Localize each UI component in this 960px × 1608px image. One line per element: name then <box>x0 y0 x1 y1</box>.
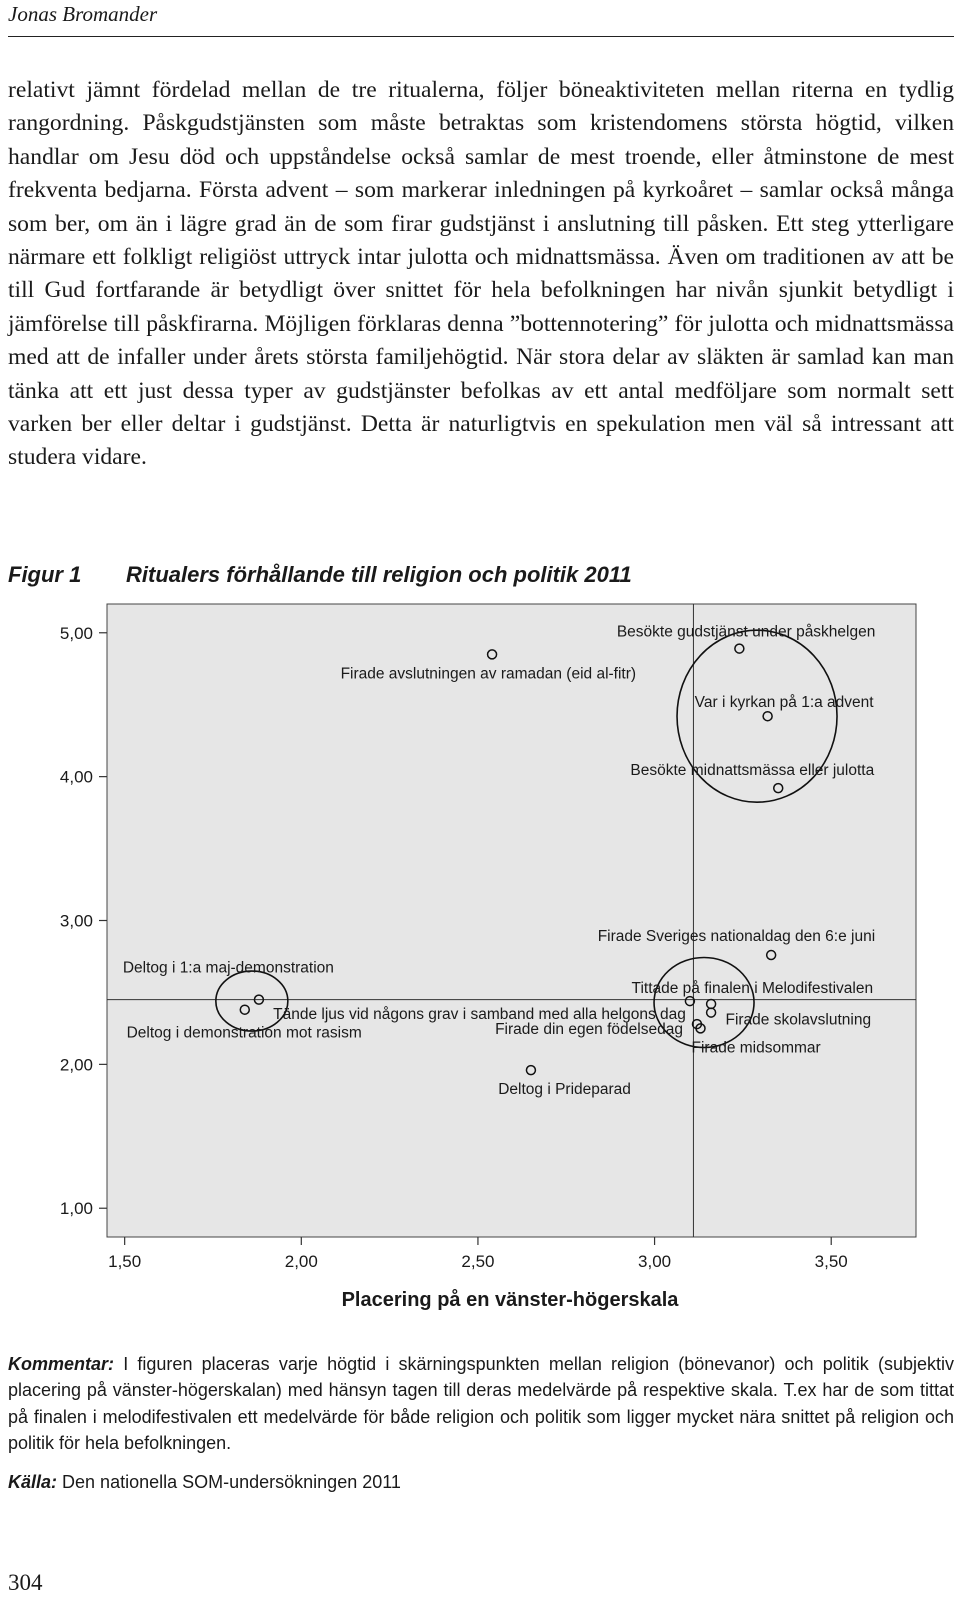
comment-text: I figuren placeras varje högtid i skärningspunkten mellan religion (bönevanor) och politik (subjektiv placering på vänster-högerskalan) med hänsyn tagen till deras medelvärde på respektive skala. T.ex har de som tittat på finalen i melodifestivalen ett medelvärde för både religion och politik som ligger mycket nära snittet på religion och politik för hela befolkningen. <box>8 1354 954 1454</box>
x-axis-label: Placering på en vänster-högerskala <box>341 1289 679 1311</box>
point-label: Besökte gudstjänst under påskhelgen <box>616 623 876 641</box>
figure-caption <box>8 562 632 588</box>
page-number: 304 <box>8 1570 43 1595</box>
point-label: Deltog i demonstration mot rasism <box>126 1024 362 1042</box>
figure-label: Figur 1 <box>8 562 82 587</box>
x-tick-label: 3,00 <box>638 1252 672 1271</box>
y-tick-label: 1,00 <box>59 1199 93 1219</box>
header-author: Jonas Bromander <box>8 2 158 26</box>
y-tick-label: 5,00 <box>59 623 93 643</box>
y-tick-label: 3,00 <box>59 911 93 931</box>
point-label: Firade midsommar <box>691 1039 821 1057</box>
point-label: Var i kyrkan på 1:a advent <box>694 694 874 712</box>
figure-source <box>8 1472 401 1493</box>
point-label: Firade Sveriges nationaldag den 6:e juni <box>597 928 876 946</box>
point-label: Firade din egen födelsedag <box>495 1021 683 1039</box>
body-paragraph-text: relativt jämnt fördelad mellan de tre ritualerna, följer böneaktiviteten mellan riterna en tydlig rangordning. Påskgudstjänsten som måste betraktas som kristendomens största högtid, vilken handlar om Jesu död och uppståndelse också samlar de mest troende, eller åtminstone de mest frekventa bedjarna. Första advent – som markerar inledningen på kyrkoåret – samlar också många som ber, om än i lägre grad än de som firar gudstjänst i anslutning till påsken. Ett steg ytterligare närmare ett folkligt religiöst uttryck intar julotta och midnattsmässa. Även om traditionen av att be till Gud fortfarande är betydligt över snittet för hela befolkningen har nivån sjunkit betydligt i jämförelse till påskfirarna. Möjligen förklaras denna ”bottennotering” för julotta och midnattsmässa med att de infaller under årets största familjehögtid. När stora delar av släkten är samlad kan man tänka att ett just dessa typer av gudstjänster befolkas av ett antal medföljare som normalt sett varken ber eller deltar i gudstjänst. Detta är naturligtvis en spekulation men väl så intressant att studera vidare. <box>8 77 954 471</box>
x-tick-label: 1,50 <box>108 1252 142 1271</box>
source-text: Den nationella SOM-undersökningen 2011 <box>57 1472 401 1492</box>
y-tick-label: 2,00 <box>59 1055 93 1075</box>
scatter-chart <box>0 600 960 1330</box>
point-label: Firade skolavslutning <box>725 1011 872 1029</box>
y-tick-label: 4,00 <box>59 767 93 787</box>
point-label: Deltog i Prideparad <box>498 1081 631 1099</box>
x-tick-label: 2,00 <box>284 1252 318 1271</box>
figure-comment <box>8 1351 954 1457</box>
source-label: Källa: <box>8 1472 58 1492</box>
figure-title: Ritualers förhållande till religion och politik 2011 <box>126 562 632 587</box>
body-paragraph <box>8 74 954 475</box>
point-label: Tittade på finalen i Melodifestivalen <box>631 979 874 997</box>
point-label: Tände ljus vid någons grav i samband med alla helgons dag <box>273 1006 686 1024</box>
x-tick-label: 3,50 <box>814 1252 848 1271</box>
point-label: Deltog i 1:a maj-demonstration <box>122 959 334 977</box>
point-label: Besökte midnattsmässa eller julotta <box>630 762 875 780</box>
point-label: Firade avslutningen av ramadan (eid al-fitr) <box>340 665 637 683</box>
x-tick-label: 2,50 <box>461 1252 495 1271</box>
header-rule <box>8 36 954 37</box>
comment-label: Kommentar: <box>8 1354 115 1374</box>
